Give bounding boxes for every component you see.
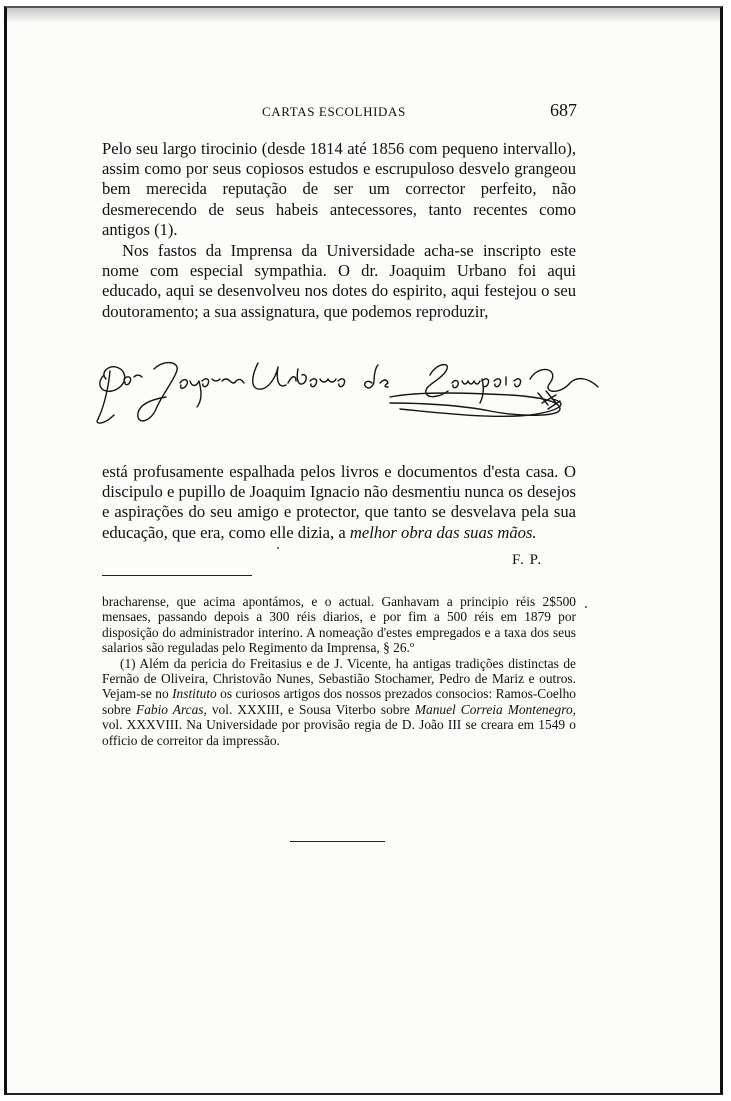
body-paragraph-3 — [102, 462, 576, 543]
paragraph-text: Pelo seu largo tirocinio (desde 1814 até 1856 com pequeno intervallo), assim como por seus copiosos estudos e escrupuloso desvelo grangeou bem merecida reputação de ser um corrector perfeito, não desmerecendo de seus habeis antecessores, tanto recentes como antigos (1). — [102, 139, 576, 239]
book-page — [4, 6, 723, 1095]
footnote-italic: Fabio Arcas, — [136, 701, 207, 717]
footnote-italic: Manuel Correia Montenegro, — [414, 701, 576, 717]
page-header — [262, 100, 577, 124]
scan-edge-shading — [7, 8, 720, 22]
footnote-text: vol. XXXIII, e Sousa Viterbo sobre — [206, 701, 415, 717]
paragraph-text: Nos fastos da Imprensa da Universidade acha-se inscripto este nome com especial sympathia. O dr. Joaquim Urbano foi aqui educado, aqui se desenvolveu nos dotes do espirito, aqui festejou o seu doutoramento; a sua assignatura, que podemos reproduzir, — [102, 241, 576, 321]
paragraph-text-roman: está profusamente espalhada pelos livros e documentos d'esta casa. O discipulo e pupillo de Joaquim Ignacio não desmentiu nunca os desejos e aspirações do seu amigo e protector, que tanto se desvelava pela sua educação, que era, como elle dizia, a — [102, 462, 576, 542]
page-number: 687 — [550, 100, 577, 120]
footnote-separator — [102, 575, 252, 576]
footnote-marker: (1) — [120, 655, 136, 671]
print-speck — [585, 606, 587, 608]
body-paragraph-1 — [102, 139, 576, 240]
emphasis-text: melhor obra das suas mãos. — [349, 522, 537, 542]
footnote-text: os curiosos artigos dos nossos prezados consocios: Ramos-Coelho sobre — [102, 686, 576, 717]
print-speck — [277, 547, 279, 549]
end-rule — [290, 841, 385, 842]
body-paragraph-2 — [102, 241, 576, 322]
handwritten-signature — [90, 353, 610, 438]
author-initials: F. P. — [512, 552, 543, 568]
footnote-text: Além da pericia do Freitasius e de J. Vicente, ha antigas tradições distinctas de Fernão de Oliveira, Christovão Nunes, Sebastião Stochamer, Pedro de Mariz e outros. Vejam-se no — [102, 655, 576, 702]
footnotes — [102, 594, 576, 748]
footnote-continuation: bracharense, que acima apontámos, e o actual. Ganhavam a principio réis 2$500 mensaes, passando depois a 300 réis diarios, e por fim a 500 réis em 1879 por disposição do administrador interino. A nomeação d'estes empregados e a taxa dos seus salarios são reguladas pelo Regimento da Imprensa, § 26.º — [102, 594, 576, 656]
footnote-1 — [102, 656, 576, 748]
footnote-italic: Instituto — [172, 686, 217, 702]
paragraph-text — [102, 462, 576, 543]
footnote-text: vol. XXXVIII. Na Universidade por provisão regia de D. João III se creara em 1549 o officio de correitor da impressão. — [102, 717, 576, 748]
running-title: CARTAS ESCOLHIDAS — [262, 104, 406, 119]
